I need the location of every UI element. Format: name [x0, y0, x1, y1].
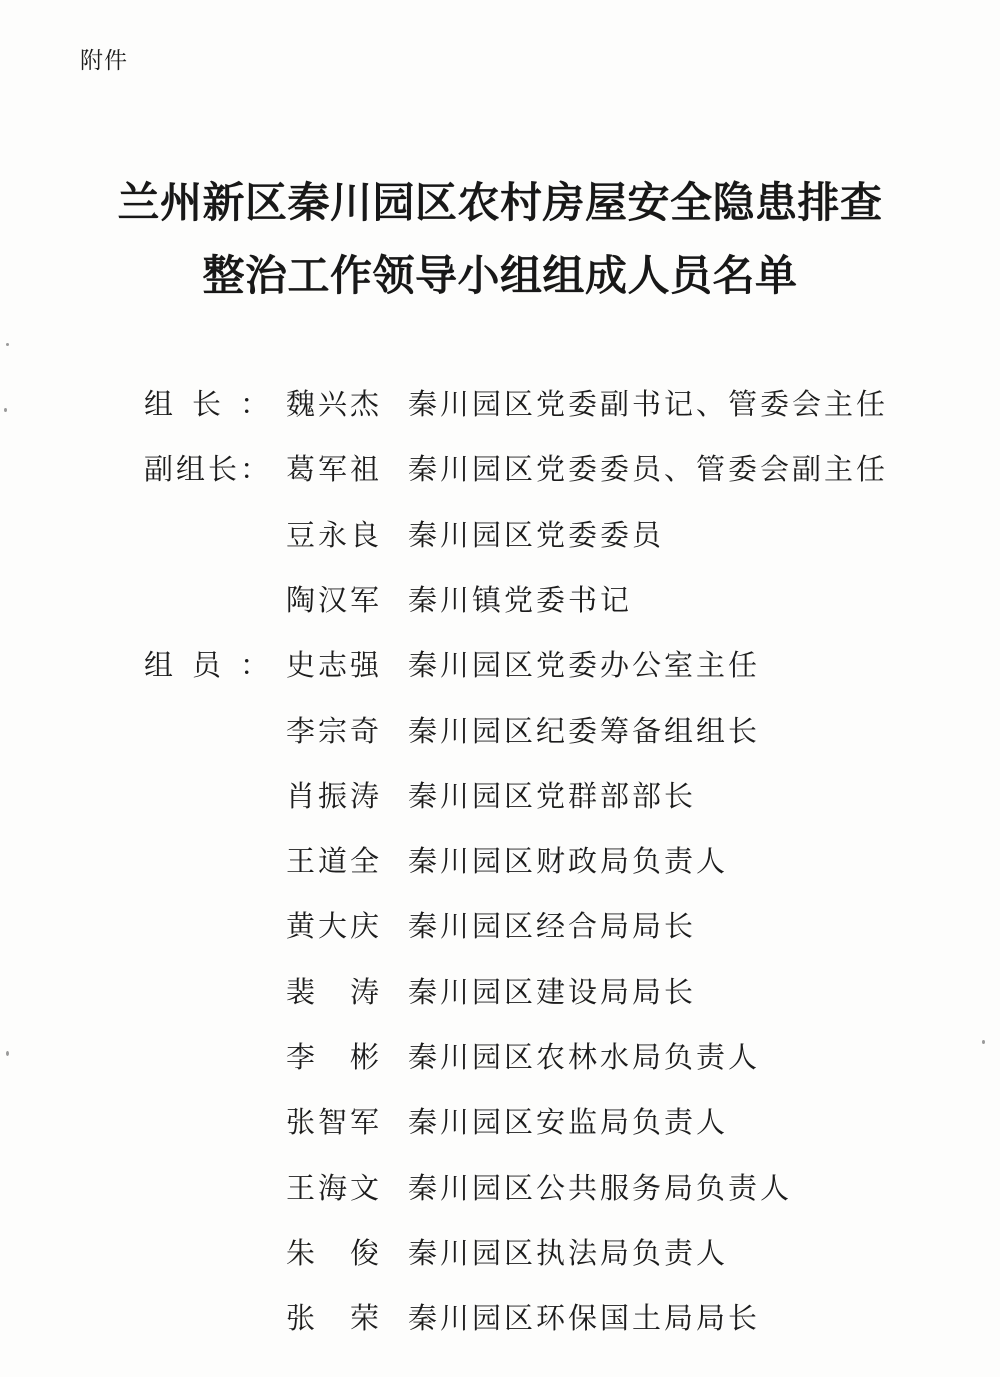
member-position: 秦川园区党群部部长: [408, 778, 697, 813]
member-name: 张 智 军: [286, 1105, 380, 1140]
member-position: 秦川园区纪委筹备组组长: [408, 713, 761, 748]
member-row: [0, 576, 1000, 624]
member-row: [0, 511, 1000, 559]
member-role: [144, 837, 269, 885]
member-role: [144, 1098, 269, 1146]
member-position: 秦川园区安监局负责人: [408, 1105, 729, 1140]
member-role: [144, 1033, 269, 1081]
member-row: [0, 902, 1000, 950]
member-name: 王 海 文: [286, 1170, 380, 1205]
member-position: 秦川园区财政局负责人: [408, 844, 729, 879]
member-row: [0, 445, 1000, 493]
member-role: [144, 902, 269, 950]
member-role: 副 组 长 ：: [144, 452, 270, 487]
member-name: 王 道 全: [286, 844, 380, 879]
member-name: 魏 兴 杰: [286, 387, 380, 421]
member-name: 黄 大 庆: [286, 909, 380, 944]
member-position: 秦川园区党委委员、管委会副主任: [408, 452, 889, 487]
member-name: 葛 军 祖: [286, 452, 380, 487]
member-role: [144, 1294, 269, 1342]
attachment-label: 附件: [80, 48, 128, 74]
scan-speck: [4, 408, 7, 412]
member-role: [144, 1229, 269, 1277]
member-position: 秦川园区党委办公室主任: [408, 648, 761, 683]
member-role: [144, 1164, 269, 1212]
member-position: 秦川园区公共服务局负责人: [408, 1170, 793, 1205]
member-role: [144, 576, 269, 624]
member-role: 组 员 ：: [144, 648, 270, 683]
member-position: 秦川镇党委书记: [408, 582, 633, 617]
member-position: 秦川园区执法局负责人: [408, 1235, 729, 1270]
member-role: [144, 968, 269, 1016]
member-position: 秦川园区环保国土局局长: [408, 1301, 761, 1336]
member-row: [0, 968, 1000, 1016]
member-row: [0, 380, 1000, 428]
member-role: 组 长 ：: [144, 387, 270, 421]
member-name: 朱 俊: [286, 1235, 380, 1270]
member-position: 秦川园区建设局局长: [408, 974, 697, 1009]
member-row: [0, 1294, 1000, 1342]
document-title-line-2: 整治工作领导小组组成人员名单: [202, 251, 798, 300]
member-role: [144, 772, 269, 820]
member-row: [0, 837, 1000, 885]
member-row: [0, 1033, 1000, 1081]
member-row: [0, 707, 1000, 755]
member-row: [0, 772, 1000, 820]
member-row: [0, 1229, 1000, 1277]
scan-speck: [6, 1051, 9, 1056]
member-position: 秦川园区农林水局负责人: [408, 1040, 761, 1074]
member-name: 陶 汉 军: [286, 582, 380, 617]
member-row: [0, 1164, 1000, 1212]
scan-speck: [982, 1040, 985, 1044]
member-name: 豆 永 良: [286, 517, 380, 552]
member-position: 秦川园区党委委员: [408, 517, 665, 552]
member-name: 李 彬: [286, 1040, 380, 1074]
member-name: 裴 涛: [286, 974, 380, 1009]
scan-speck: [6, 343, 9, 346]
member-row: [0, 641, 1000, 689]
member-role: [144, 707, 269, 755]
member-row: [0, 1098, 1000, 1146]
member-name: 肖 振 涛: [286, 778, 380, 813]
member-role: [144, 511, 269, 559]
member-name: 史 志 强: [286, 648, 380, 683]
member-name: 李 宗 奇: [286, 713, 380, 748]
member-position: 秦川园区经合局局长: [408, 909, 697, 944]
document-title-line-1: 兰州新区秦川园区农村房屋安全隐患排查: [117, 178, 883, 227]
member-position: 秦川园区党委副书记、管委会主任: [408, 387, 889, 421]
member-name: 张 荣: [286, 1301, 380, 1336]
